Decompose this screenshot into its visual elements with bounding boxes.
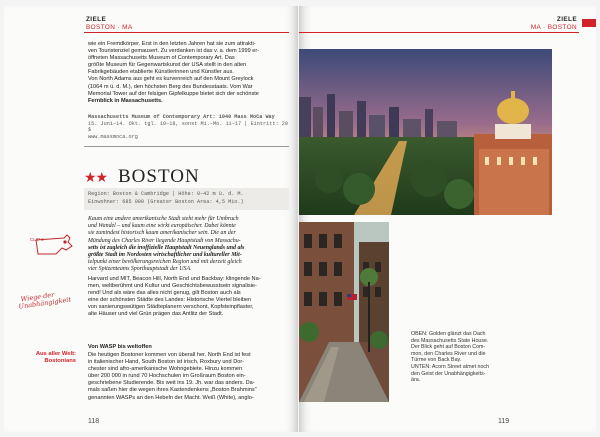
photo-caption: [411, 331, 561, 384]
rating-stars: ★★: [84, 169, 108, 185]
body-line: Harvard und MIT, Beacon Hill, North End und Backbay: klingende Na-: [88, 276, 261, 282]
body2-line: geschriebene Studierende. Bis weit ins 19. Jh. war das anders. Da-: [88, 380, 255, 387]
header-section: ZIELE: [86, 16, 107, 23]
intro-line: öffneten Massachusetts Museum of Contemporary Art. Das: [88, 55, 235, 62]
body2-line: in italienischer Hand, South Boston ist irisch, Roxbury und Dor-: [88, 359, 245, 366]
lead-line: sie zumindest historisch kaum amerikanischer sein. Die an der: [88, 230, 236, 237]
body2-line: genannten WASPs an den Hebeln der Macht. Weiß (White), anglo-: [88, 394, 254, 401]
body-line: eine der schönsten Städte des Landes: Historische Viertel bleiben: [88, 297, 252, 304]
museum-info-line: Massachusetts Museum of Contemporary Art: 1040 Mass MoCa Way: [88, 114, 275, 120]
intro-line: Fabrikgebäuden etablierte Künstlerinnen und Künstler aus.: [88, 69, 234, 76]
acorn-street-photo: [299, 222, 389, 402]
caption-line: den Geist der Unabhängigkeits-: [411, 370, 486, 377]
info-line: Region: Boston & Cambridge | Höhe: 0–42 m ü. d. M.: [88, 191, 244, 197]
body-line: rend! Und als wäre das alles nicht genug, gilt Boston auch als: [88, 290, 241, 297]
lead-line: telpunkt einer bevölkerungsreichen Region und mit derzeit gleich: [88, 259, 242, 266]
museum-info-line: 15. Juni–14. Okt. tgl. 10–18, sonst Mi.–Mo. 11–17 | Eintritt: 20 $: [88, 120, 288, 134]
intro-line: ven Touristenziel gemausert. Zu verdanken ist das v. a. dem 1999 er-: [88, 48, 260, 55]
handwritten-note: Wiege der Unabhängigkeit: [18, 290, 72, 311]
museum-info: [88, 114, 288, 140]
body2-line: mals saßen hier die wegen ihres Kastendenkens „Boston Brahmins": [88, 387, 257, 394]
museum-url[interactable]: www.massmoca.org: [88, 133, 138, 140]
intro-line: wie ein Fremdkörper. Erst in den letzten Jahren hat sie zum attrakti-: [88, 41, 256, 47]
body2-line: über 200 000 in rund 70 Hochschulen im Großraum Boston ein-: [88, 373, 246, 380]
caption-line: Türme von Back Bay.: [411, 357, 462, 364]
intro-line: (1064 m ü. d. M.), den höchsten Berg des Bundesstaats. Vom War: [88, 83, 253, 90]
lead-line: Mündung des Charles River liegende Hauptstadt von Massachu-: [88, 237, 241, 244]
page-number: 119: [498, 418, 510, 425]
subheading: Von WASP bis weltoffen: [88, 344, 152, 350]
header-rule: [84, 32, 289, 33]
body-paragraph-2: [88, 352, 288, 402]
body2-line: Die heutigen Bostoner kommen von überall her. North End ist fest: [88, 352, 251, 358]
side-label: Aus aller Welt: Bostonians: [35, 351, 76, 364]
left-page: [4, 6, 298, 432]
page-number: 118: [88, 418, 100, 425]
header-sub: MA · BOSTON: [530, 24, 577, 31]
intro-line: größte Museum für Gegenwartskunst der USA stellt in den alten: [88, 62, 247, 69]
caption-line: UNTEN: Acorn Street atmet noch: [411, 363, 490, 370]
header-section: ZIELE: [556, 16, 577, 23]
header-sub: BOSTON · MA: [86, 24, 133, 31]
caption-line: des Massachusetts State House.: [411, 337, 489, 344]
lead-paragraph: [88, 216, 288, 274]
red-tab: [582, 19, 596, 27]
intro-line: Von North Adams aus geht es kurvenreich auf den Mount Greylock: [88, 76, 254, 83]
caption-line: mon, den Charles River und die: [411, 350, 486, 357]
intro-paragraph: [88, 41, 288, 105]
info-line: Einwohner: 685 000 (Greater Boston Area: 4,5 Mio.): [88, 199, 244, 205]
body-line: men, weltberühmt und Kultur und Geschichtsbewusstsein signalisie-: [88, 283, 257, 290]
caption-line: ära.: [411, 377, 421, 384]
info-box: [84, 188, 289, 210]
body-paragraph: [88, 276, 288, 319]
intro-line: Memorial Tower auf der felsigen Gipfelkuppe bietet sich der schönste: [88, 90, 259, 97]
body-line: alte Häuser und viel Grün prägen das Antlitz der Stadt.: [88, 311, 224, 318]
intro-line: Fernblick in Massachusetts.: [88, 97, 163, 104]
lead-line: größte Stadt im Nordosten wirtschaftlicher und kultureller Mit-: [88, 252, 242, 259]
header-rule: [299, 32, 579, 33]
body-line: von sanierungswütigen Städteplanern verschont, Kopfsteinpflaster,: [88, 304, 254, 311]
lead-line: Kaum eine andere amerikanische Stadt steht mehr für Umbruch: [88, 216, 239, 222]
body2-line: chester sind afro-amerikanische Wohngebiete. Hinzu kommen: [88, 366, 243, 373]
caption-line: OBEN: Golden glänzt das Dach: [411, 331, 486, 337]
right-page: [299, 6, 596, 432]
section-title: BOSTON: [118, 166, 200, 187]
lead-line: und Wandel – und kaum eine wirkt europäischer. Dabei könnte: [88, 223, 236, 230]
lead-line: setts ist zugleich die inoffizielle Hauptstadt Neuenglands und als: [88, 244, 245, 251]
section-rule: [84, 146, 289, 147]
caption-line: Der Blick geht auf Boston Com-: [411, 344, 486, 351]
map-label: CLIP 6: [30, 237, 44, 242]
lead-line: vier Spitzenteams Sporthauptstadt der USA.: [88, 266, 192, 273]
boston-skyline-photo: [299, 49, 552, 215]
